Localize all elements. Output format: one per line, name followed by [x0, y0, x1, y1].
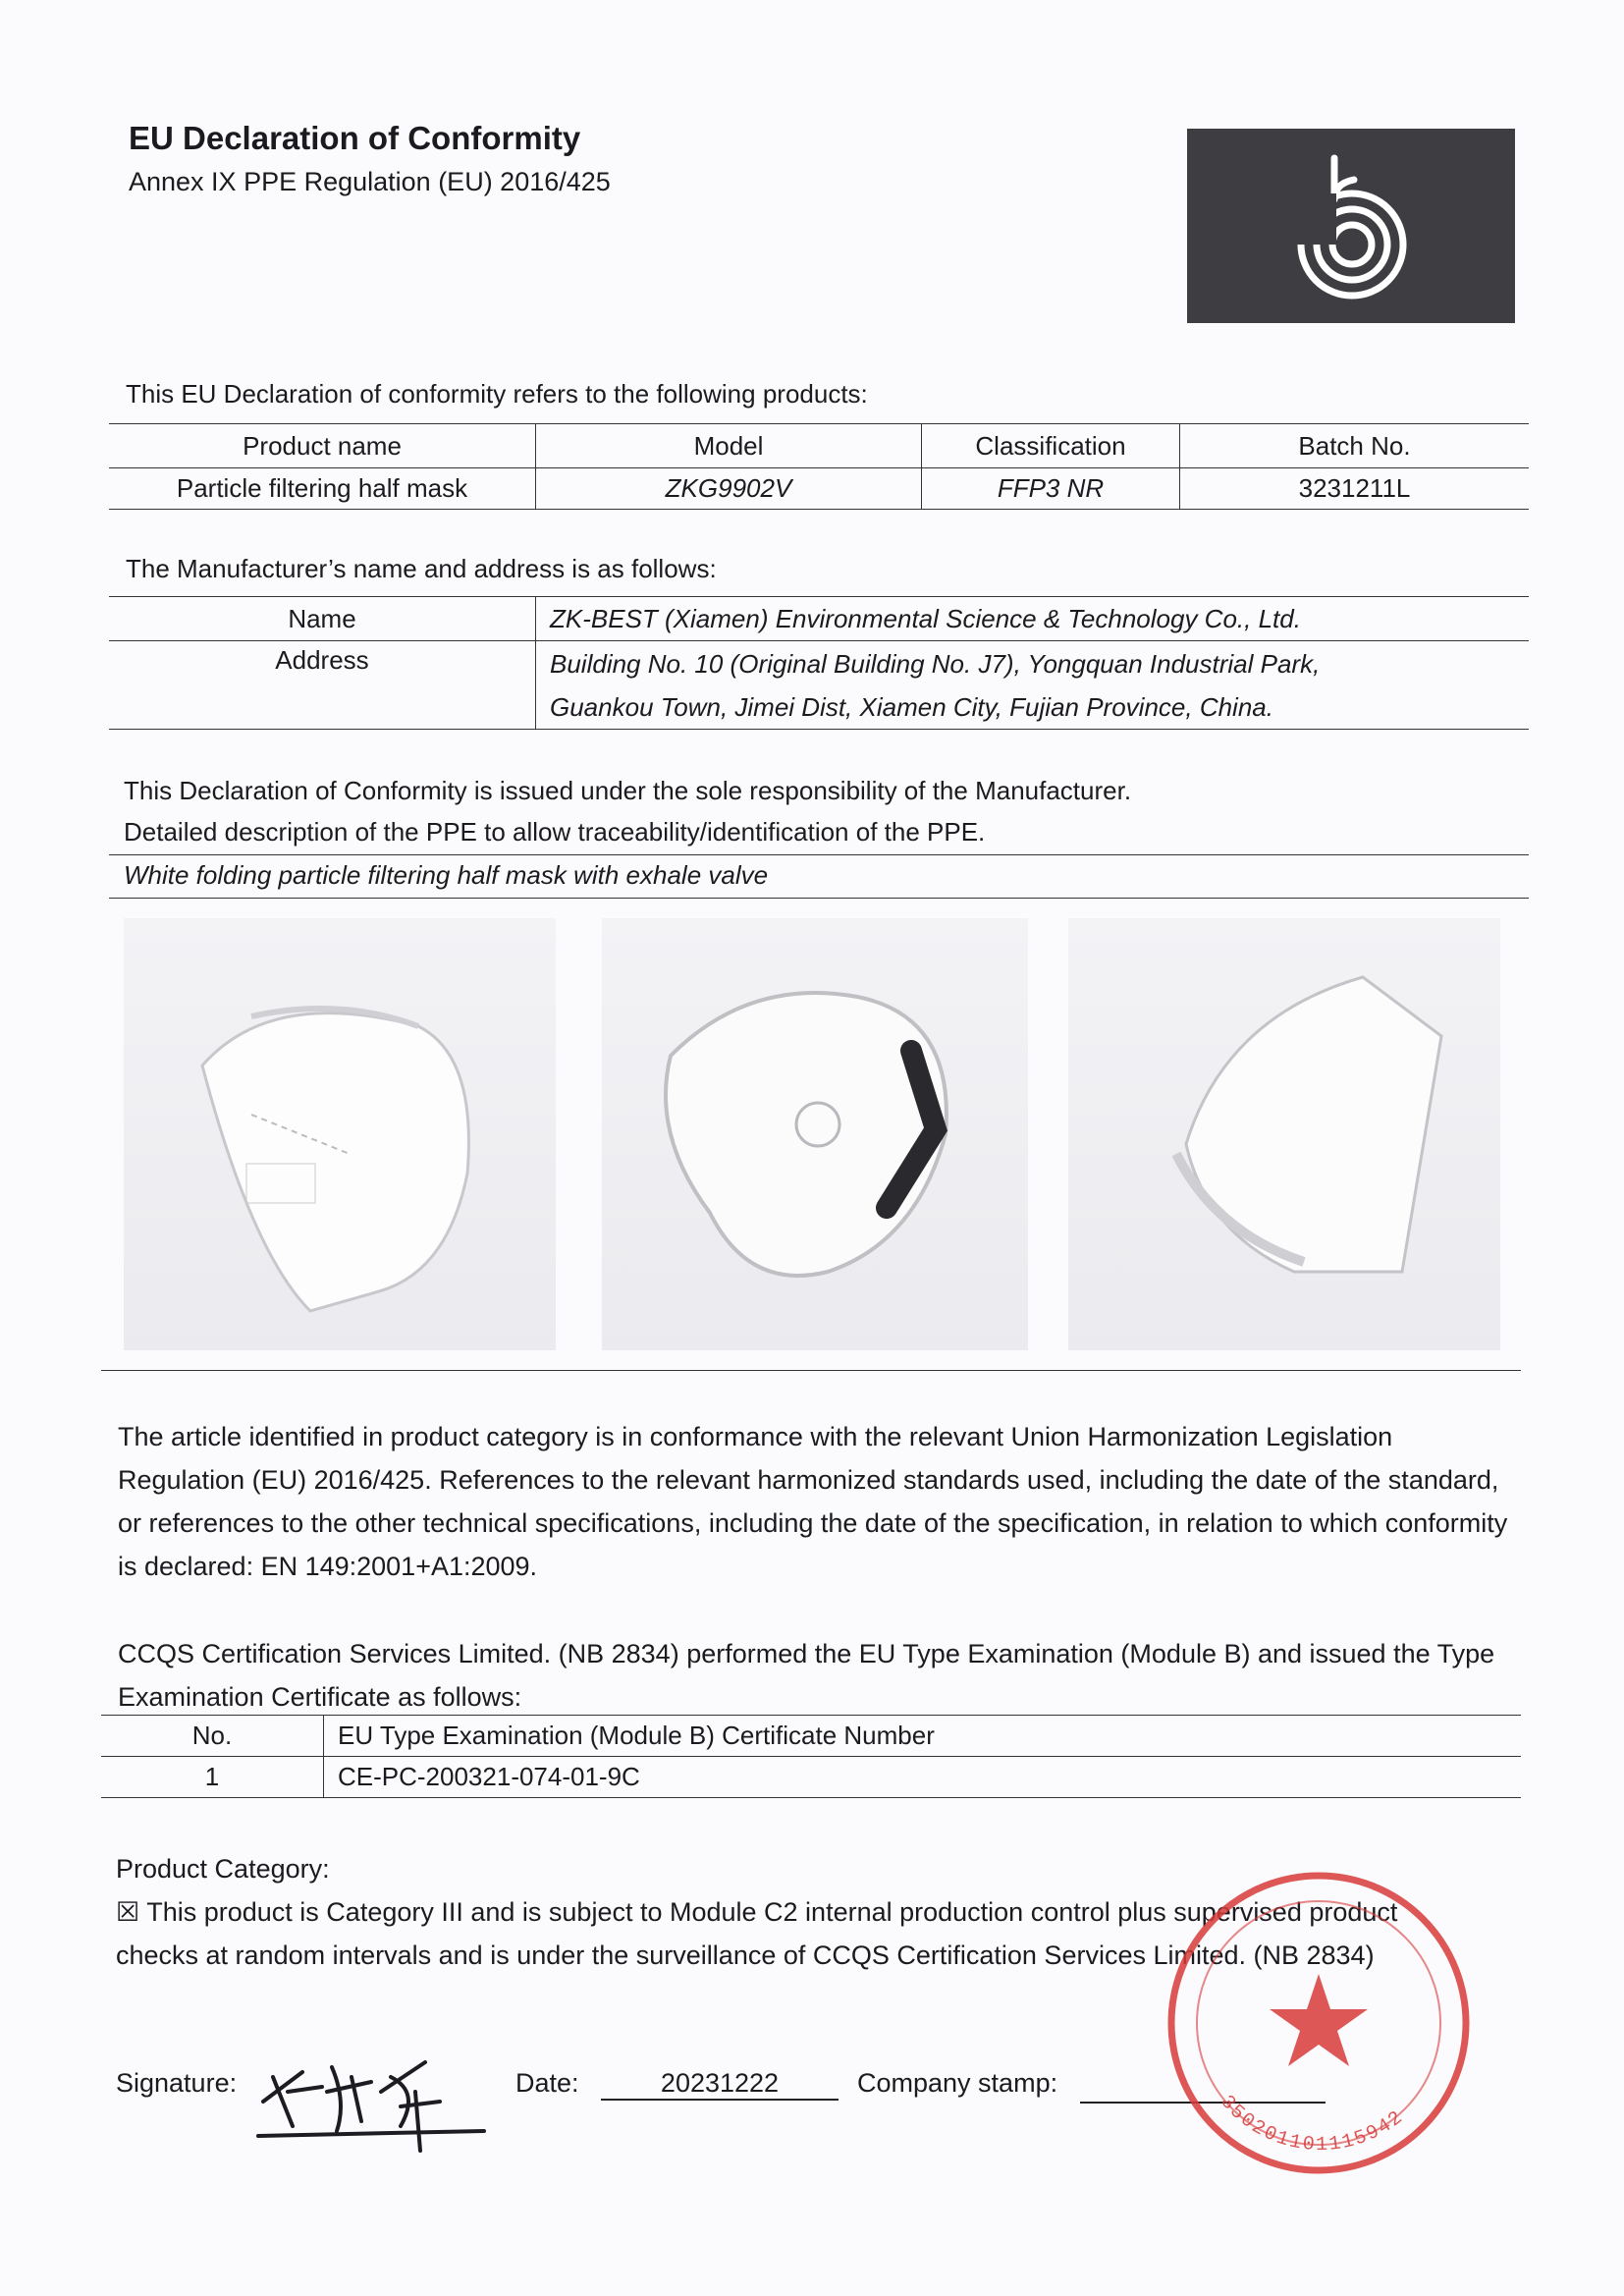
- column-header: Product name: [109, 424, 536, 468]
- table-row: [101, 1757, 1521, 1798]
- column-header: EU Type Examination (Module B) Certificate Number: [324, 1716, 1522, 1757]
- column-header: Batch No.: [1180, 424, 1530, 468]
- table-header-row: [109, 424, 1529, 468]
- checked-checkbox-icon: ☒: [116, 1897, 140, 1927]
- certification-paragraph: CCQS Certification Services Limited. (NB 2834) performed the EU Type Examination (Module B) and issued the Type Examination Certificate as follows:: [118, 1639, 1495, 1712]
- product-name-cell: Particle filtering half mask: [109, 468, 536, 510]
- stamp-number: 350201101115942: [1215, 2091, 1409, 2158]
- table-row: [109, 597, 1529, 641]
- traceability-statement: Detailed description of the PPE to allow traceability/identification of the PPE.: [124, 817, 986, 847]
- divider: [109, 898, 1529, 899]
- batch-cell: 3231211L: [1180, 468, 1530, 510]
- address-line: Building No. 10 (Original Building No. J7), Yongquan Industrial Park,: [550, 648, 1321, 679]
- manufacturer-intro: The Manufacturer’s name and address is as follows:: [126, 554, 717, 583]
- divider: [109, 854, 1529, 855]
- classification-cell: FFP3 NR: [922, 468, 1180, 510]
- products-table: [109, 423, 1529, 510]
- table-row: [109, 641, 1529, 730]
- mask-photo-valve: [602, 918, 1028, 1350]
- certificate-no-cell: 1: [101, 1757, 324, 1798]
- date-label: Date:: [515, 2068, 579, 2098]
- divider: [101, 1370, 1521, 1371]
- handwritten-signature: [253, 2033, 489, 2160]
- category-text: This product is Category III and is subject to Module C2 internal production control plus supervised product: [146, 1897, 1398, 1927]
- document-subtitle: Annex IX PPE Regulation (EU) 2016/425: [129, 167, 611, 196]
- category-line-2: checks at random intervals and is under the surveillance of CCQS Certification Services Limited. (NB 2834): [116, 1941, 1375, 1970]
- responsibility-statement: This Declaration of Conformity is issued under the sole responsibility of the Manufacturer.: [124, 776, 1132, 805]
- company-stamp: [1162, 1866, 1476, 2180]
- category-heading: Product Category:: [116, 1854, 330, 1884]
- conformance-paragraph: The article identified in product category is in conformance with the relevant Union Harmonization Legislation Regulation (EU) 2016/425. References to the relevant harmonized standards used, including the date of the standard, or references to the other technical specifications, including the date of the specification, in relation to which conformity is declared: EN 149:2001+A1:2009.: [118, 1422, 1508, 1581]
- table-header-row: [101, 1716, 1521, 1757]
- certificate-table: [101, 1715, 1521, 1798]
- ppe-description: White folding particle filtering half mask with exhale valve: [124, 860, 769, 890]
- manufacturer-name: ZK-BEST (Xiamen) Environmental Science & Technology Co., Ltd.: [536, 597, 1530, 641]
- table-row: [109, 468, 1529, 510]
- column-header: Classification: [922, 424, 1180, 468]
- company-stamp-label: Company stamp:: [857, 2068, 1058, 2098]
- mask-photo-front: [124, 918, 556, 1350]
- column-header: No.: [101, 1716, 324, 1757]
- company-logo-icon: [1187, 129, 1515, 323]
- name-label: Name: [109, 597, 536, 641]
- signature-label: Signature:: [116, 2068, 238, 2098]
- products-intro: This EU Declaration of conformity refers to the following products:: [126, 379, 868, 409]
- date-value: 20231222: [601, 2068, 839, 2101]
- model-cell: ZKG9902V: [536, 468, 922, 510]
- manufacturer-address: [536, 641, 1530, 730]
- address-label: Address: [109, 641, 536, 730]
- certificate-number-cell: CE-PC-200321-074-01-9C: [324, 1757, 1522, 1798]
- mask-photo-side: [1068, 918, 1500, 1350]
- document-title: EU Declaration of Conformity: [129, 120, 581, 156]
- manufacturer-table: [109, 596, 1529, 730]
- address-line: Guankou Town, Jimei Dist, Xiamen City, Fujian Province, China.: [550, 691, 1273, 722]
- column-header: Model: [536, 424, 922, 468]
